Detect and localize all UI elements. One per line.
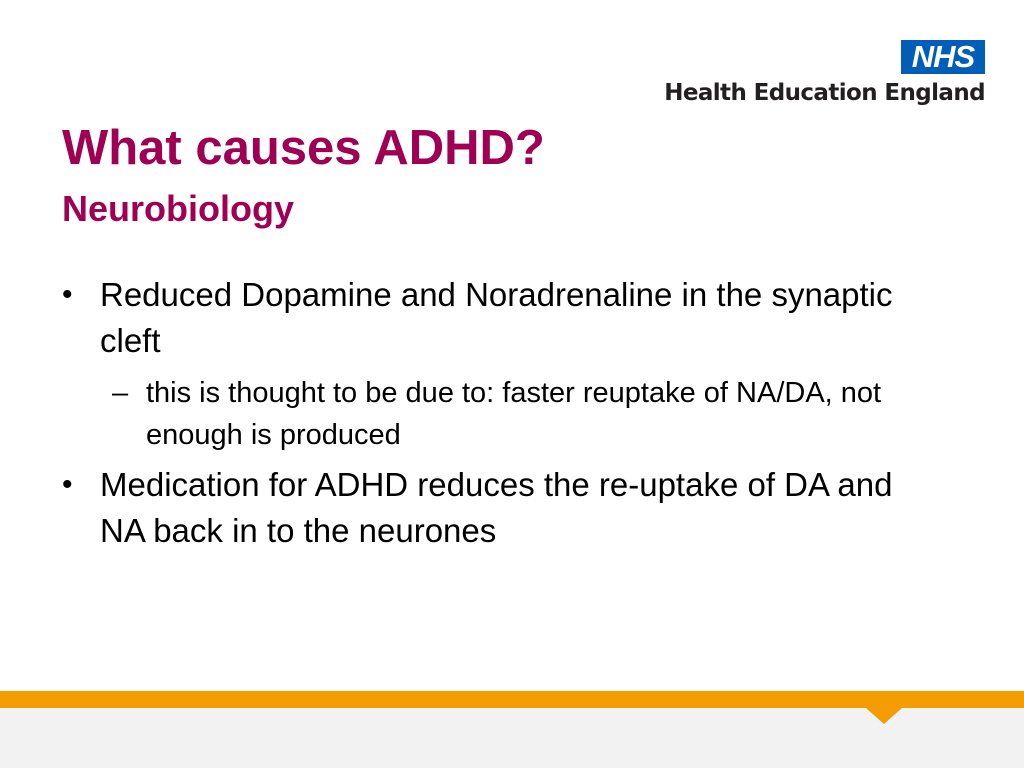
bullet-text: Reduced Dopamine and Noradrenaline in the synaptic cleft bbox=[100, 276, 893, 359]
nhs-logo-text: NHS bbox=[911, 39, 975, 74]
slide-subtitle: Neurobiology bbox=[62, 188, 294, 229]
sub-bullet-glyph: – bbox=[112, 377, 129, 409]
bullet-item bbox=[62, 272, 942, 456]
nhs-hee-logo bbox=[625, 40, 985, 112]
organisation-name: Health Education England bbox=[664, 80, 985, 106]
footer-notch bbox=[866, 708, 902, 724]
bullet-item bbox=[62, 462, 942, 554]
bullet-glyph: • bbox=[62, 468, 73, 501]
sub-bullet-text: this is thought to be due to: faster reuptake of NA/DA, not enough is produced bbox=[146, 377, 882, 451]
slide-title: What causes ADHD? bbox=[62, 121, 545, 175]
nhs-logo-box bbox=[901, 40, 985, 74]
bullet-list bbox=[62, 272, 942, 554]
sub-bullet-list bbox=[100, 372, 942, 456]
bullet-text: Medication for ADHD reduces the re-uptake of DA and NA back in to the neurones bbox=[100, 466, 893, 549]
footer-accent-bar bbox=[0, 691, 1024, 708]
sub-bullet-item bbox=[62, 372, 942, 456]
bullet-glyph: • bbox=[62, 278, 73, 311]
